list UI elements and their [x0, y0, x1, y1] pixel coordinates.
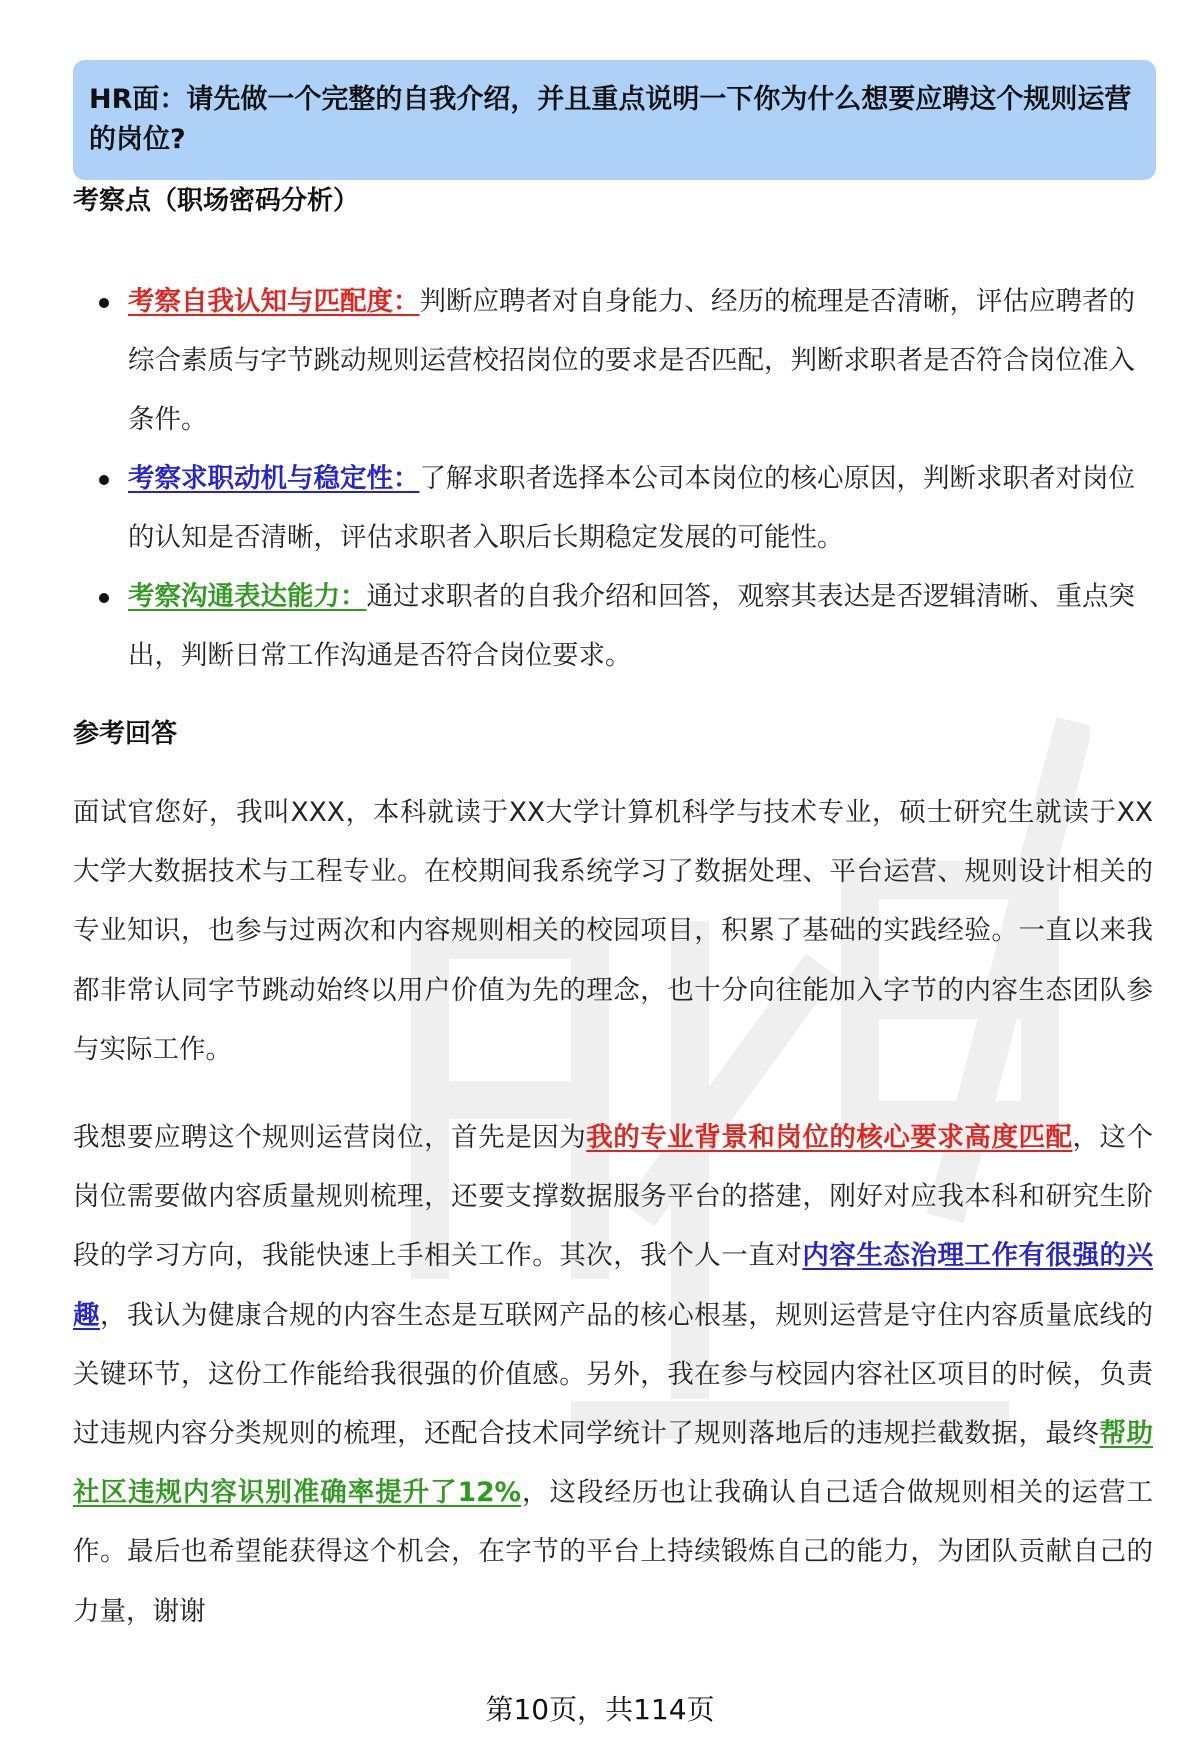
answer-paragraph-1: 面试官您好，我叫XXX，本科就读于XX大学计算机科学与技术专业，硕士研究生就读于XX大学大数据技术与工程专业。在校期间我系统学习了数据处理、平台运营、规则设计相关的专业知识，也参与过两次和内容规则相关的校园项目，积累了基础的实践经验。一直以来我都非常认同字节跳动始终以用户价值为先的理念，也十分向往能加入字节的内容生态团队参与实际工作。	[73, 797, 1153, 1065]
points-list	[73, 272, 1153, 685]
highlight-interest: 内容生态治理工作有很强的兴趣	[73, 1240, 1154, 1331]
highlight-result: 帮助社区违规内容识别准确率提升了12%	[73, 1418, 1154, 1509]
point-keyword: 考察沟通表达能力：	[128, 581, 367, 612]
answer-paragraph-2	[73, 1108, 1153, 1641]
section-answer-title: 参考回答	[73, 719, 178, 749]
point-text: 判断应聘者对自身能力、经历的梳理是否清晰，评估应聘者的综合素质与字节跳动规则运营校招岗位的要求是否匹配，判断求职者是否符合岗位准入条件。	[128, 286, 1135, 435]
highlight-match: 我的专业背景和岗位的核心要求高度匹配	[586, 1122, 1073, 1153]
point-keyword: 考察自我认知与匹配度：	[128, 286, 420, 317]
answer-text: ，这段经历也让我确认自己适合做规则相关的运营工作。最后也希望能获得这个机会，在字节的平台上持续锻炼自己的能力，为团队贡献自己的力量，谢谢	[73, 1477, 1153, 1627]
point-item	[73, 449, 1153, 567]
point-keyword: 考察求职动机与稳定性：	[128, 463, 420, 494]
question-text: HR面：请先做一个完整的自我介绍，并且重点说明一下你为什么想要应聘这个规则运营的岗位?	[89, 84, 1132, 155]
section-points-title: 考察点（职场密码分析）	[73, 186, 360, 216]
point-item	[73, 567, 1153, 685]
question-box	[73, 60, 1156, 180]
point-item	[73, 272, 1153, 449]
answer-text: 我想要应聘这个规则运营岗位，首先是因为	[73, 1122, 587, 1153]
answer-text: ，这个岗位需要做内容质量规则梳理，还要支撑数据服务平台的搭建，刚好对应我本科和研究生阶段的学习方向，我能快速上手相关工作。其次，我个人一直对	[73, 1122, 1154, 1272]
page-footer: 第10页，共114页	[485, 1693, 715, 1726]
answer-text: ，我认为健康合规的内容生态是互联网产品的核心根基，规则运营是守住内容质量底线的关键环节，这份工作能给我很强的价值感。另外，我在参与校园内容社区项目的时候，负责过违规内容分类规则的梳理，还配合技术同学统计了规则落地后的违规拦截数据，最终	[73, 1299, 1154, 1450]
point-text: 了解求职者选择本公司本岗位的核心原因，判断求职者对岗位的认知是否清晰，评估求职者入职后长期稳定发展的可能性。	[128, 463, 1135, 553]
point-text: 通过求职者的自我介绍和回答，观察其表达是否逻辑清晰、重点突出，判断日常工作沟通是否符合岗位要求。	[128, 581, 1135, 671]
